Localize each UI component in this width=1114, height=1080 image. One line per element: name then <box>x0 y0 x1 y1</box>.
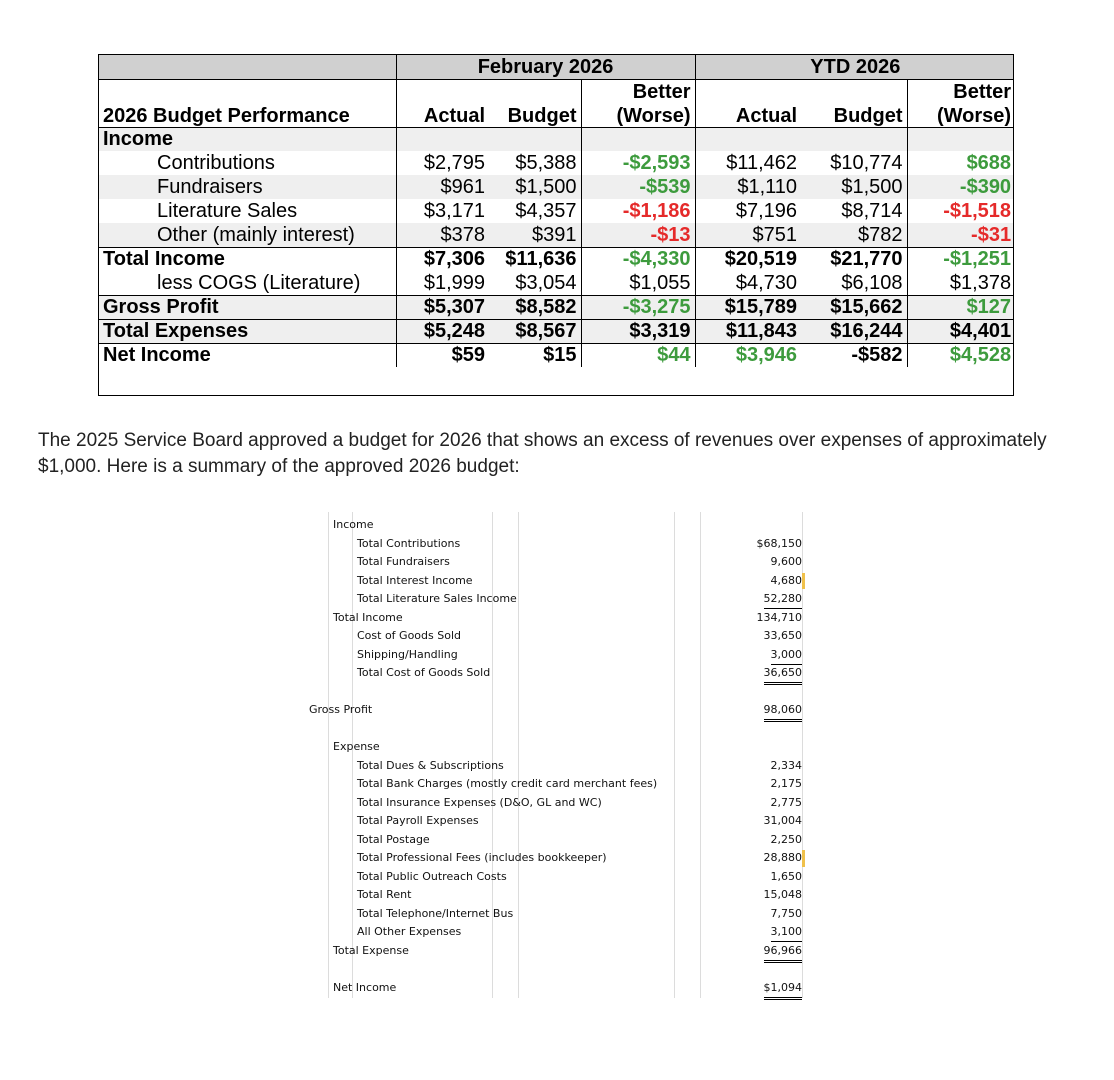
row-label: Literature Sales <box>99 199 396 223</box>
ytd-budget: $21,770 <box>801 247 907 271</box>
summary-value: $1,094 <box>764 979 803 1000</box>
expense-item <box>306 868 806 886</box>
better-label-month: Better <box>581 79 695 103</box>
summary-label: Total Fundraisers <box>357 555 450 568</box>
budget-performance-table <box>98 54 1014 396</box>
month-actual: $2,795 <box>423 152 485 174</box>
ytd-variance: -$390 <box>907 175 1014 199</box>
summary-label: Total Payroll Expenses <box>357 814 479 827</box>
summary-value: 134,710 <box>756 610 802 624</box>
row-label: Fundraisers <box>99 175 396 199</box>
summary-value: 2,775 <box>770 795 802 809</box>
ytd-actual: $4,730 <box>735 271 798 294</box>
ytd-actual: $11,462 <box>726 152 798 174</box>
summary-value: 7,750 <box>770 906 802 920</box>
gross-profit-row <box>306 701 806 719</box>
better-header-row <box>99 79 1014 103</box>
expense-item <box>306 886 806 904</box>
expense-item <box>306 905 806 923</box>
ytd-variance: $1,378 <box>949 271 1012 294</box>
summary-value: 33,650 <box>763 629 802 642</box>
summary-label: Total Bank Charges (mostly credit card merchant fees) <box>357 777 658 790</box>
month-variance: -$1,186 <box>581 199 695 223</box>
col-actual-month: Actual <box>396 103 489 127</box>
ytd-budget: $15,662 <box>801 295 907 319</box>
income-heading <box>306 516 806 534</box>
month-variance: -$2,593 <box>581 151 695 175</box>
expense-item <box>306 831 806 849</box>
ytd-variance: -$31 <box>907 223 1014 247</box>
summary-value: 52,280 <box>764 590 803 609</box>
expense-item <box>306 775 806 793</box>
row-label: Net Income <box>99 343 396 367</box>
summary-value: 15,048 <box>763 888 802 901</box>
cell-highlight <box>802 573 805 590</box>
row-label: Gross Profit <box>99 295 396 319</box>
summary-label: Total Rent <box>357 888 412 901</box>
ytd-budget: $782 <box>801 223 907 247</box>
month-actual: $3,171 <box>423 200 485 222</box>
summary-label: Cost of Goods Sold <box>357 629 461 642</box>
ytd-actual: $3,946 <box>695 343 801 367</box>
budget-intro-paragraph: The 2025 Service Board approved a budget for 2026 that shows an excess of revenues over expenses of approximately $1,000. Here is a summary of the approved 2026 budget: <box>38 430 1047 477</box>
ytd-actual: $1,110 <box>695 175 801 199</box>
summary-value: 2,334 <box>770 758 802 772</box>
month-actual: $961 <box>396 175 489 199</box>
income-section-row <box>99 127 1014 151</box>
summary-value: 98,060 <box>764 701 803 722</box>
summary-value: 1,650 <box>770 869 802 883</box>
month-variance: -$3,275 <box>581 295 695 319</box>
table-row <box>99 343 1014 367</box>
summary-label: Total Dues & Subscriptions <box>357 758 504 772</box>
table-title: 2026 Budget Performance <box>99 103 396 127</box>
summary-label: Total Expense <box>333 943 409 957</box>
summary-label: Total Contributions <box>357 536 461 550</box>
month-variance: $1,055 <box>581 271 695 295</box>
ytd-variance: $4,528 <box>907 343 1014 367</box>
col-budget-month: Budget <box>489 103 581 127</box>
month-budget: $5,388 <box>489 151 581 175</box>
month-budget: $4,357 <box>489 199 581 223</box>
month-actual: $59 <box>396 343 489 367</box>
month-variance: -$13 <box>581 223 695 247</box>
summary-label: Total Income <box>333 610 403 624</box>
summary-value: 9,600 <box>770 555 802 568</box>
summary-label: Total Cost of Goods Sold <box>357 666 491 679</box>
ytd-variance: $4,401 <box>907 319 1014 343</box>
summary-label: Total Interest Income <box>357 573 473 587</box>
ytd-variance: $127 <box>907 295 1014 319</box>
month-actual: $5,248 <box>396 319 489 343</box>
col-worse-month: (Worse) <box>581 103 695 127</box>
summary-value: $68,150 <box>756 536 802 550</box>
table-row <box>99 319 1014 343</box>
ytd-actual: $20,519 <box>695 247 801 271</box>
ytd-actual: $751 <box>695 223 801 247</box>
income-heading-label: Income <box>333 518 374 531</box>
income-section-label: Income <box>99 127 396 151</box>
summary-value: 31,004 <box>763 814 802 827</box>
ytd-budget: -$582 <box>801 343 907 367</box>
month-budget: $8,567 <box>489 319 581 343</box>
summary-label: Total Telephone/Internet Bus <box>357 906 514 920</box>
ytd-variance: -$1,518 <box>943 200 1012 222</box>
net-income-row <box>306 979 806 997</box>
summary-value: 96,966 <box>764 942 803 963</box>
summary-value: 3,100 <box>771 923 803 942</box>
summary-label: Total Literature Sales Income <box>357 592 517 605</box>
row-label: Total Income <box>99 247 396 271</box>
row-label: Contributions <box>99 151 396 175</box>
expense-item <box>306 923 806 941</box>
month-actual: $7,306 <box>396 247 489 271</box>
ytd-variance: $688 <box>966 152 1012 174</box>
month-budget: $3,054 <box>489 271 581 295</box>
period-ytd: YTD 2026 <box>695 55 1014 79</box>
ytd-actual: $11,843 <box>695 319 801 343</box>
ytd-budget: $8,714 <box>801 199 907 223</box>
period-header-row <box>99 55 1014 79</box>
month-actual: $1,999 <box>423 271 485 294</box>
total-expense-row <box>306 942 806 960</box>
month-actual: $378 <box>396 223 489 247</box>
summary-value: 36,650 <box>764 664 803 685</box>
expense-heading-label: Expense <box>333 740 380 753</box>
month-variance: $44 <box>581 343 695 367</box>
ytd-variance: -$1,251 <box>907 247 1014 271</box>
expense-item <box>306 849 806 867</box>
income-item <box>306 553 806 571</box>
summary-value: 3,000 <box>771 646 803 665</box>
row-label: less COGS (Literature) <box>99 271 396 295</box>
summary-label: Total Professional Fees (includes bookkeeper) <box>357 851 607 864</box>
summary-value: 2,250 <box>770 832 802 846</box>
table-row <box>99 271 1014 295</box>
expense-item <box>306 812 806 830</box>
ytd-actual: $7,196 <box>735 200 798 222</box>
month-budget: $15 <box>489 343 581 367</box>
expense-item <box>306 757 806 775</box>
table-row <box>99 175 1014 199</box>
table-row <box>99 295 1014 319</box>
month-budget: $11,636 <box>489 247 581 271</box>
ytd-budget: $10,774 <box>801 151 907 175</box>
month-variance: $3,319 <box>581 319 695 343</box>
summary-label: Total Public Outreach Costs <box>357 869 507 883</box>
cell-highlight <box>802 850 805 867</box>
month-budget: $1,500 <box>489 175 581 199</box>
table-row <box>99 223 1014 247</box>
summary-label: Shipping/Handling <box>357 647 458 661</box>
column-header-row <box>99 103 1014 127</box>
month-budget: $8,582 <box>489 295 581 319</box>
month-actual: $5,307 <box>396 295 489 319</box>
total-income-row <box>306 609 806 627</box>
table-row <box>99 199 1014 223</box>
month-budget: $391 <box>489 223 581 247</box>
table-row <box>99 247 1014 271</box>
month-variance: -$539 <box>581 175 695 199</box>
row-label: Other (mainly interest) <box>99 223 396 247</box>
col-worse-ytd: (Worse) <box>907 103 1014 127</box>
table-row <box>99 151 1014 175</box>
col-actual-ytd: Actual <box>695 103 801 127</box>
row-label: Total Expenses <box>99 319 396 343</box>
expense-heading <box>306 738 806 756</box>
summary-label: Total Postage <box>357 832 430 846</box>
ytd-budget: $16,244 <box>801 319 907 343</box>
summary-value: 2,175 <box>770 777 802 790</box>
expense-item <box>306 794 806 812</box>
cogs-item <box>306 646 806 664</box>
summary-value: 28,880 <box>763 851 802 864</box>
income-item <box>306 590 806 608</box>
better-label-ytd: Better <box>953 81 1012 103</box>
col-budget-ytd: Budget <box>801 103 907 127</box>
ytd-actual: $15,789 <box>695 295 801 319</box>
summary-label: Total Insurance Expenses (D&O, GL and WC) <box>357 795 602 809</box>
cogs-item <box>306 627 806 645</box>
cogs-item <box>306 664 806 682</box>
ytd-budget: $6,108 <box>801 271 907 295</box>
summary-label: Net Income <box>333 980 397 994</box>
period-february: February 2026 <box>396 55 695 79</box>
summary-value: 4,680 <box>770 573 802 587</box>
approved-budget-summary <box>306 512 806 998</box>
income-item <box>306 535 806 553</box>
summary-label: All Other Expenses <box>357 925 462 938</box>
month-variance: -$4,330 <box>581 247 695 271</box>
income-item <box>306 572 806 590</box>
ytd-budget: $1,500 <box>801 175 907 199</box>
summary-label: Gross Profit <box>309 703 373 716</box>
